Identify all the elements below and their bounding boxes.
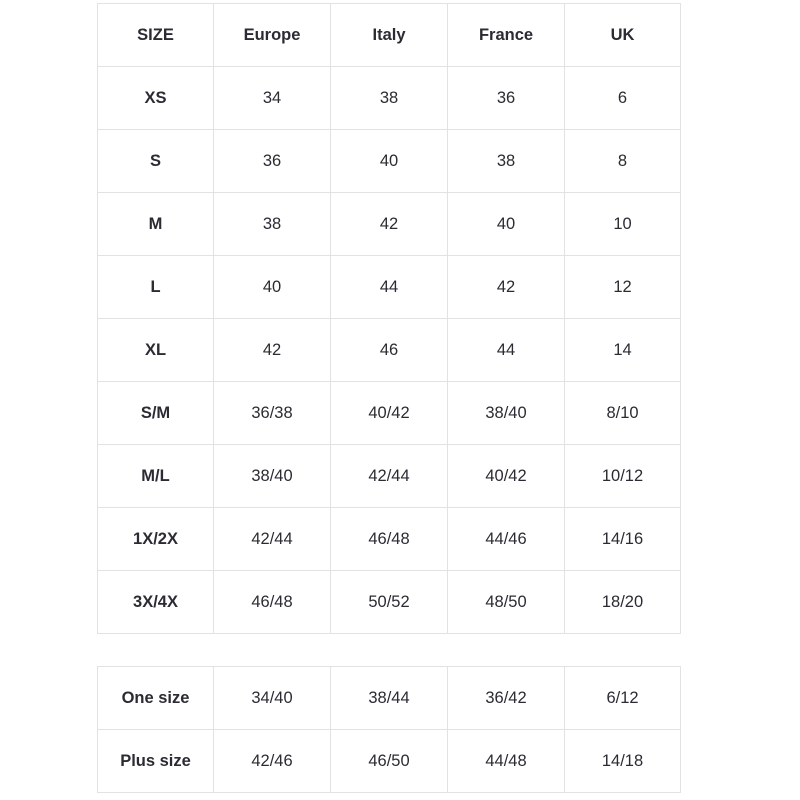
cell-uk: 14/18 <box>565 730 681 793</box>
cell-europe: 42/44 <box>214 508 331 571</box>
cell-europe: 46/48 <box>214 571 331 634</box>
table-row <box>98 571 681 634</box>
table-header-row <box>98 4 681 67</box>
cell-europe: 38/40 <box>214 445 331 508</box>
main-table-header <box>98 4 681 67</box>
row-label: XS <box>98 67 214 130</box>
column-header-uk: UK <box>565 4 681 67</box>
cell-france: 48/50 <box>448 571 565 634</box>
cell-europe: 42 <box>214 319 331 382</box>
cell-italy: 38/44 <box>331 667 448 730</box>
cell-italy: 44 <box>331 256 448 319</box>
cell-italy: 38 <box>331 67 448 130</box>
cell-france: 36/42 <box>448 667 565 730</box>
table-row <box>98 193 681 256</box>
row-label: S <box>98 130 214 193</box>
row-label: M/L <box>98 445 214 508</box>
table-row <box>98 667 681 730</box>
cell-france: 38/40 <box>448 382 565 445</box>
table-row <box>98 382 681 445</box>
row-label: One size <box>98 667 214 730</box>
column-header-europe: Europe <box>214 4 331 67</box>
cell-uk: 6 <box>565 67 681 130</box>
cell-france: 44 <box>448 319 565 382</box>
table-row <box>98 508 681 571</box>
secondary-size-table <box>97 666 681 793</box>
cell-italy: 46/50 <box>331 730 448 793</box>
cell-italy: 40 <box>331 130 448 193</box>
column-header-size: SIZE <box>98 4 214 67</box>
cell-europe: 36 <box>214 130 331 193</box>
cell-france: 44/48 <box>448 730 565 793</box>
row-label: L <box>98 256 214 319</box>
cell-italy: 46/48 <box>331 508 448 571</box>
cell-uk: 14 <box>565 319 681 382</box>
cell-europe: 36/38 <box>214 382 331 445</box>
cell-italy: 40/42 <box>331 382 448 445</box>
column-header-italy: Italy <box>331 4 448 67</box>
cell-france: 40/42 <box>448 445 565 508</box>
row-label: S/M <box>98 382 214 445</box>
cell-uk: 8 <box>565 130 681 193</box>
secondary-size-table-wrapper <box>97 666 680 793</box>
cell-italy: 42/44 <box>331 445 448 508</box>
cell-uk: 14/16 <box>565 508 681 571</box>
secondary-table-body <box>98 667 681 793</box>
main-size-table <box>97 3 681 634</box>
cell-europe: 40 <box>214 256 331 319</box>
cell-italy: 42 <box>331 193 448 256</box>
table-row <box>98 256 681 319</box>
cell-europe: 38 <box>214 193 331 256</box>
cell-europe: 34 <box>214 67 331 130</box>
cell-france: 44/46 <box>448 508 565 571</box>
main-table-body <box>98 67 681 634</box>
row-label: XL <box>98 319 214 382</box>
table-row <box>98 319 681 382</box>
cell-uk: 6/12 <box>565 667 681 730</box>
cell-uk: 12 <box>565 256 681 319</box>
cell-uk: 10 <box>565 193 681 256</box>
row-label: Plus size <box>98 730 214 793</box>
row-label: 1X/2X <box>98 508 214 571</box>
table-row <box>98 67 681 130</box>
main-size-table-wrapper <box>97 3 680 634</box>
table-row <box>98 445 681 508</box>
cell-europe: 34/40 <box>214 667 331 730</box>
cell-europe: 42/46 <box>214 730 331 793</box>
cell-italy: 50/52 <box>331 571 448 634</box>
cell-france: 40 <box>448 193 565 256</box>
column-header-france: France <box>448 4 565 67</box>
cell-uk: 8/10 <box>565 382 681 445</box>
cell-france: 42 <box>448 256 565 319</box>
cell-italy: 46 <box>331 319 448 382</box>
cell-uk: 18/20 <box>565 571 681 634</box>
table-row <box>98 130 681 193</box>
row-label: M <box>98 193 214 256</box>
cell-france: 38 <box>448 130 565 193</box>
cell-france: 36 <box>448 67 565 130</box>
row-label: 3X/4X <box>98 571 214 634</box>
cell-uk: 10/12 <box>565 445 681 508</box>
table-row <box>98 730 681 793</box>
